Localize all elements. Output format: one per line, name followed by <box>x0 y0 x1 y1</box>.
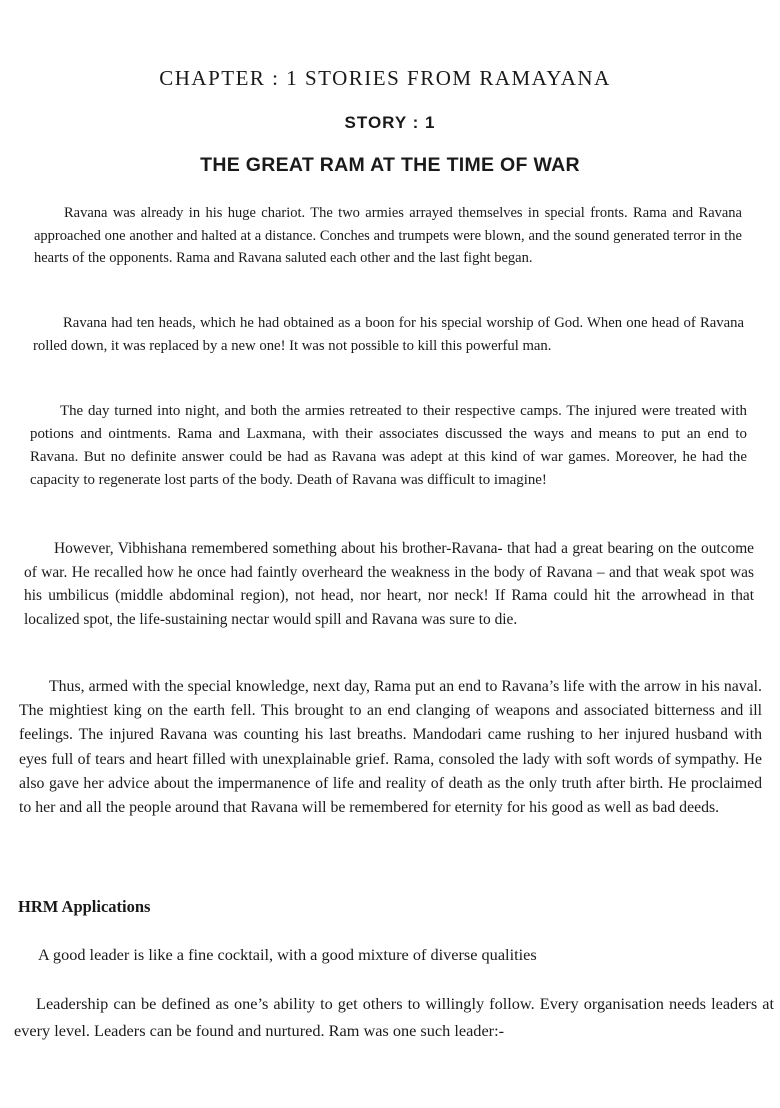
story-paragraph: The day turned into night, and both the armies retreated to their respective camps. The injured were treated with potions and ointments. Rama and Laxmana, with their associates discussed the ways and means to put an end to Ravana. But no definite answer could be had as Ravana was adept at this kind of war games. Moreover, he had the capacity to regenerate lost parts of the body. Death of Ravana was difficult to imagine! <box>30 403 747 488</box>
chapter-title: CHAPTER : 1 STORIES FROM RAMAYANA <box>159 66 611 90</box>
leadership-quote: A good leader is like a fine cocktail, with a good mixture of diverse qualities <box>38 945 537 964</box>
story-number: STORY : 1 <box>344 113 436 132</box>
story-paragraph: Thus, armed with the special knowledge, next day, Rama put an end to Ravana’s life with the arrow in his naval. The mightiest king on the earth fell. This brought to an end clanging of weapons and associated bitterness and ill feelings. The injured Ravana was counting his last breaths. Mandodari came rushing to her injured husband with eyes full of tears and heart filled with unexplainable grief. Rama, consoled the lady with soft words of sympathy. He also gave her advice about the impermanence of life and reality of death as the only truth after birth. He proclaimed to her and all the people around that Ravana will be remembered for eternity for his good as well as bad deeds. <box>19 678 762 817</box>
hrm-section-heading: HRM Applications <box>18 897 151 916</box>
leadership-paragraph: Leadership can be defined as one’s ability to get others to willingly follow. Every organisation needs leaders at every level. Leaders can be found and nurtured. Ram was one such leader:- <box>14 994 774 1040</box>
story-paragraph: Ravana was already in his huge chariot. The two armies arrayed themselves in special fronts. Rama and Ravana approached one another and halted at a distance. Conches and trumpets were blown, and the sound generated terror in the hearts of the opponents. Rama and Ravana saluted each other and the last fight began. <box>34 205 742 266</box>
story-paragraph: Ravana had ten heads, which he had obtained as a boon for his special worship of God. When one head of Ravana rolled down, it was replaced by a new one! It was not possible to kill this powerful man. <box>33 315 744 354</box>
story-title: THE GREAT RAM AT THE TIME OF WAR <box>200 154 580 176</box>
story-paragraph: However, Vibhishana remembered something about his brother-Ravana- that had a great bearing on the outcome of war. He recalled how he once had faintly overheard the weakness in the body of Ravana – and that weak spot was his umbilicus (middle abdominal region), not head, nor heart, nor neck! If Rama could hit the arrowhead in that localized spot, the life-sustaining nectar would spill and Ravana was sure to die. <box>24 540 754 628</box>
